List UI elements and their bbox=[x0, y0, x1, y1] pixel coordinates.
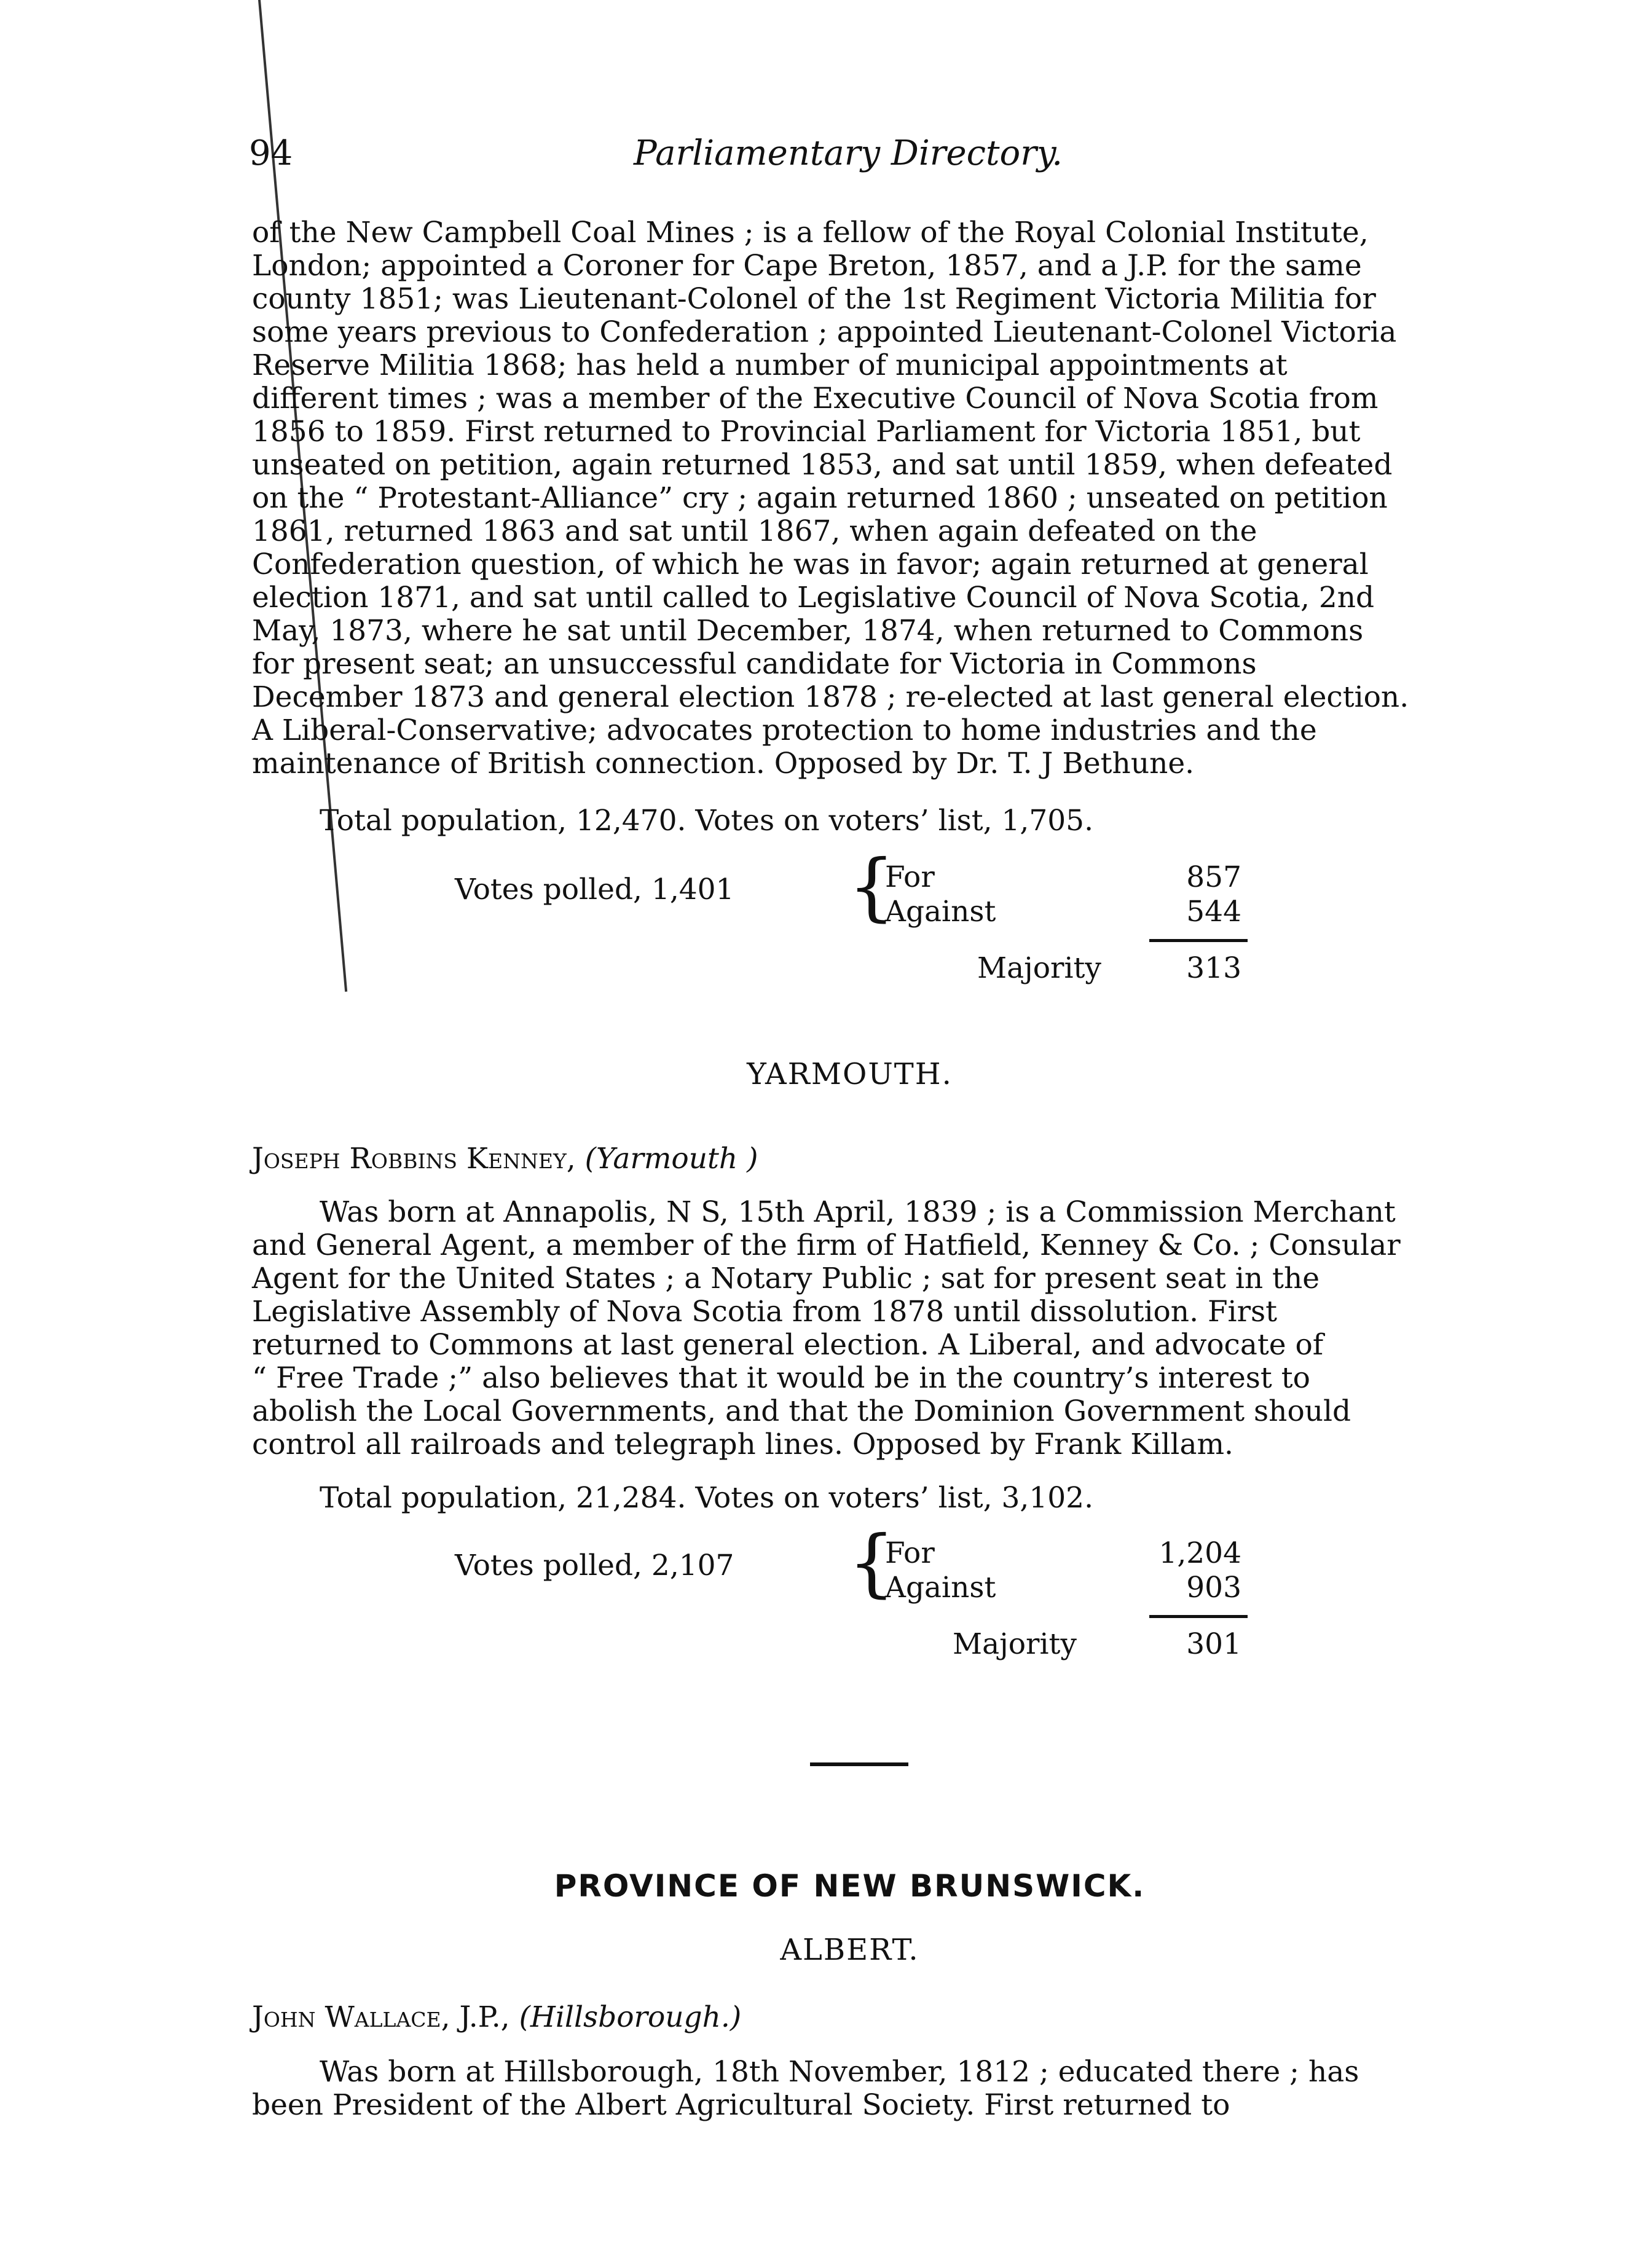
majority-rule bbox=[1149, 939, 1248, 942]
bio-line: Reserve Militia 1868; has held a number of municipal appointments at bbox=[252, 348, 1288, 382]
victoria-population: Total population, 12,470. Votes on voters’ list, 1,705. bbox=[320, 804, 1094, 838]
votes-polled: Votes polled, 2,107 bbox=[455, 1549, 734, 1582]
majority-value: 301 bbox=[1186, 1627, 1241, 1661]
bio-line: control all railroads and telegraph lines. Opposed by Frank Killam. bbox=[252, 1428, 1233, 1461]
bio-line: “ Free Trade ;” also believes that it would be in the country’s interest to bbox=[252, 1361, 1310, 1395]
bio-line: 1861, returned 1863 and sat until 1867, when again defeated on the bbox=[252, 514, 1257, 548]
bio-line: maintenance of British connection. Opposed by Dr. T. J Bethune. bbox=[252, 747, 1195, 780]
running-title: Parliamentary Directory. bbox=[633, 133, 1063, 173]
page-number: 94 bbox=[249, 133, 293, 173]
bio-line: May, 1873, where he sat until December, 1874, when returned to Commons bbox=[252, 614, 1364, 648]
vote-labels bbox=[885, 1536, 996, 1605]
bio-line: December 1873 and general election 1878 ; re-elected at last general election. bbox=[252, 680, 1409, 714]
bio-line: Legislative Assembly of Nova Scotia from 1878 until dissolution. First bbox=[252, 1295, 1278, 1329]
victoria-biography bbox=[252, 216, 1447, 780]
bio-line: for present seat; an unsuccessful candidate for Victoria in Commons bbox=[252, 647, 1257, 681]
yarmouth-heading: YARMOUTH. bbox=[747, 1057, 953, 1091]
bio-line: A Liberal-Conservative; advocates protection to home industries and the bbox=[252, 713, 1317, 747]
against-label: Against bbox=[885, 895, 996, 929]
bio-line: Was born at Annapolis, N S, 15th April, 1839 ; is a Commission Merchant bbox=[320, 1195, 1396, 1229]
for-value: 857 bbox=[1186, 860, 1241, 894]
member-place: (Hillsborough.) bbox=[519, 2000, 742, 2034]
against-label: Against bbox=[885, 1571, 996, 1605]
bio-line: county 1851; was Lieutenant-Colonel of the 1st Regiment Victoria Militia for bbox=[252, 282, 1376, 316]
province-heading: PROVINCE OF NEW BRUNSWICK. bbox=[554, 1868, 1146, 1904]
yarmouth-population: Total population, 21,284. Votes on voters’ list, 3,102. bbox=[320, 1481, 1094, 1515]
albert-heading: ALBERT. bbox=[780, 1933, 919, 1967]
votes-polled: Votes polled, 1,401 bbox=[455, 873, 734, 906]
against-value: 903 bbox=[1186, 1571, 1241, 1605]
for-label: For bbox=[885, 1536, 935, 1570]
section-divider bbox=[810, 1762, 908, 1766]
albert-biography bbox=[252, 2056, 1447, 2122]
bio-line: election 1871, and sat until called to Legislative Council of Nova Scotia, 2nd bbox=[252, 581, 1375, 615]
bio-line: different times ; was a member of the Executive Council of Nova Scotia from bbox=[252, 382, 1379, 415]
majority-rule bbox=[1149, 1615, 1248, 1618]
yarmouth-biography bbox=[252, 1196, 1447, 1461]
bio-line: 1856 to 1859. First returned to Provincial Parliament for Victoria 1851, but bbox=[252, 415, 1361, 449]
bio-line: London; appointed a Coroner for Cape Breton, 1857, and a J.P. for the same bbox=[252, 249, 1362, 283]
bio-line: of the New Campbell Coal Mines ; is a fellow of the Royal Colonial Institute, bbox=[252, 216, 1369, 249]
majority-label: Majority bbox=[953, 1627, 1077, 1661]
for-value: 1,204 bbox=[1158, 1536, 1241, 1570]
yarmouth-votes-table bbox=[455, 1520, 1315, 1661]
bio-line: returned to Commons at last general election. A Liberal, and advocate of bbox=[252, 1328, 1324, 1362]
bio-line: unseated on petition, again returned 1853, and sat until 1859, when defeated bbox=[252, 448, 1393, 482]
bio-line: Confederation question, of which he was in favor; again returned at general bbox=[252, 548, 1369, 581]
bio-line: Was born at Hillsborough, 18th November, 1812 ; educated there ; has bbox=[320, 2055, 1359, 2089]
member-name: Joseph Robbins Kenney, bbox=[252, 1142, 576, 1176]
member-name: John Wallace, J.P., bbox=[252, 2000, 510, 2034]
bio-line: been President of the Albert Agricultural Society. First returned to bbox=[252, 2088, 1230, 2122]
for-label: For bbox=[885, 860, 935, 894]
bio-line: on the “ Protestant-Alliance” cry ; again returned 1860 ; unseated on petition bbox=[252, 481, 1388, 515]
vote-labels bbox=[885, 860, 996, 929]
yarmouth-member bbox=[252, 1142, 758, 1176]
majority-label: Majority bbox=[977, 951, 1101, 985]
brace: { bbox=[848, 844, 895, 930]
bio-line: and General Agent, a member of the firm of Hatfield, Kenney & Co. ; Consular bbox=[252, 1228, 1401, 1262]
victoria-votes-table bbox=[455, 844, 1315, 985]
majority-value: 313 bbox=[1186, 951, 1241, 985]
bio-line: Agent for the United States ; a Notary Public ; sat for present seat in the bbox=[252, 1262, 1320, 1295]
vote-values bbox=[1106, 1536, 1241, 1605]
bio-line: abolish the Local Governments, and that the Dominion Government should bbox=[252, 1394, 1351, 1428]
albert-member bbox=[252, 2000, 741, 2034]
member-place: (Yarmouth ) bbox=[584, 1142, 758, 1176]
brace: { bbox=[848, 1520, 895, 1606]
against-value: 544 bbox=[1186, 895, 1241, 929]
vote-values bbox=[1106, 860, 1241, 929]
bio-line: some years previous to Confederation ; appointed Lieutenant-Colonel Victoria bbox=[252, 315, 1397, 349]
